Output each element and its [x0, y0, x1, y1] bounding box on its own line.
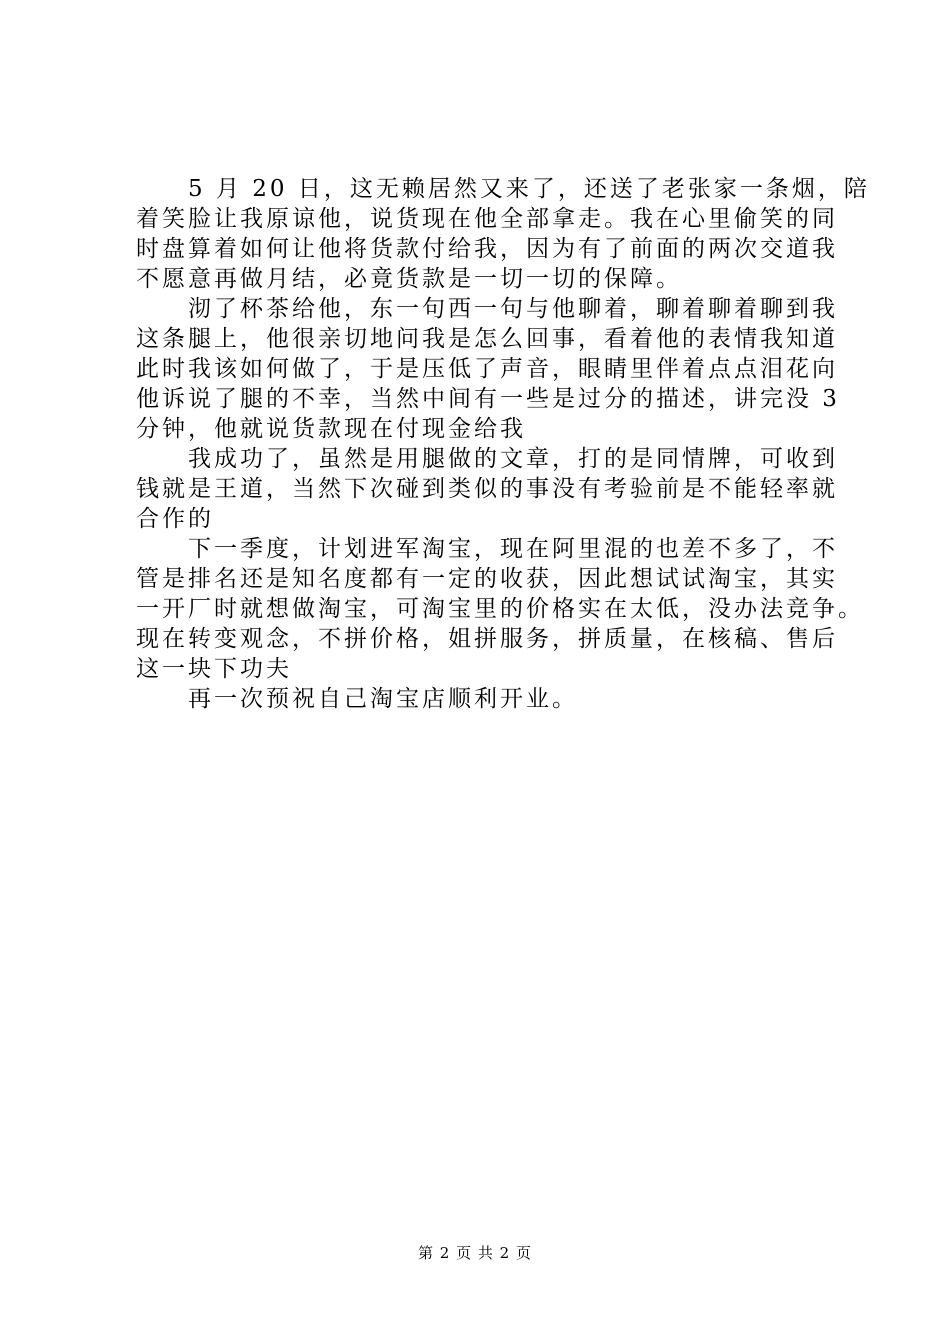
- page-number: 第 2 页 共 2 页: [418, 1244, 532, 1262]
- text-line: 5 月 20 日，这无赖居然又来了，还送了老张家一条烟，陪: [136, 176, 870, 202]
- text-line: 合作的: [136, 506, 214, 532]
- text-line: 下一季度，计划进军淘宝，现在阿里混的也差不多了，不: [136, 536, 838, 562]
- text-line: 着笑脸让我原谅他，说货现在他全部拿走。我在心里偷笑的同: [136, 206, 838, 232]
- text-line: 我成功了，虽然是用腿做的文章，打的是同情牌，可收到: [136, 446, 838, 472]
- page-footer: [0, 1242, 950, 1263]
- text-line: 现在转变观念，不拼价格，姐拼服务，拼质量，在核稿、售后: [136, 626, 838, 652]
- text-line: 此时我该如何做了，于是压低了声音，眼睛里伴着点点泪花向: [136, 356, 838, 382]
- text-line: 钱就是王道，当然下次碰到类似的事没有考验前是不能轻率就: [136, 476, 838, 502]
- text-line: 他诉说了腿的不幸，当然中间有一些是过分的描述，讲完没 3: [136, 386, 840, 412]
- text-line: 一开厂时就想做淘宝，可淘宝里的价格实在太低，没办法竞争。: [136, 596, 864, 622]
- text-line: 这一块下功夫: [136, 656, 292, 682]
- text-line: 这条腿上，他很亲切地问我是怎么回事，看着他的表情我知道: [136, 326, 838, 352]
- body-text: [136, 174, 870, 714]
- text-line: 沏了杯茶给他，东一句西一句与他聊着，聊着聊着聊到我: [136, 296, 838, 322]
- text-line: 管是排名还是知名度都有一定的收获，因此想试试淘宝，其实: [136, 566, 838, 592]
- text-line: 不愿意再做月结，必竟货款是一切一切的保障。: [136, 266, 682, 292]
- text-line: 分钟，他就说货款现在付现金给我: [136, 416, 526, 442]
- text-line: 时盘算着如何让他将货款付给我，因为有了前面的两次交道我: [136, 236, 838, 262]
- text-line: 再一次预祝自己淘宝店顺利开业。: [136, 686, 578, 712]
